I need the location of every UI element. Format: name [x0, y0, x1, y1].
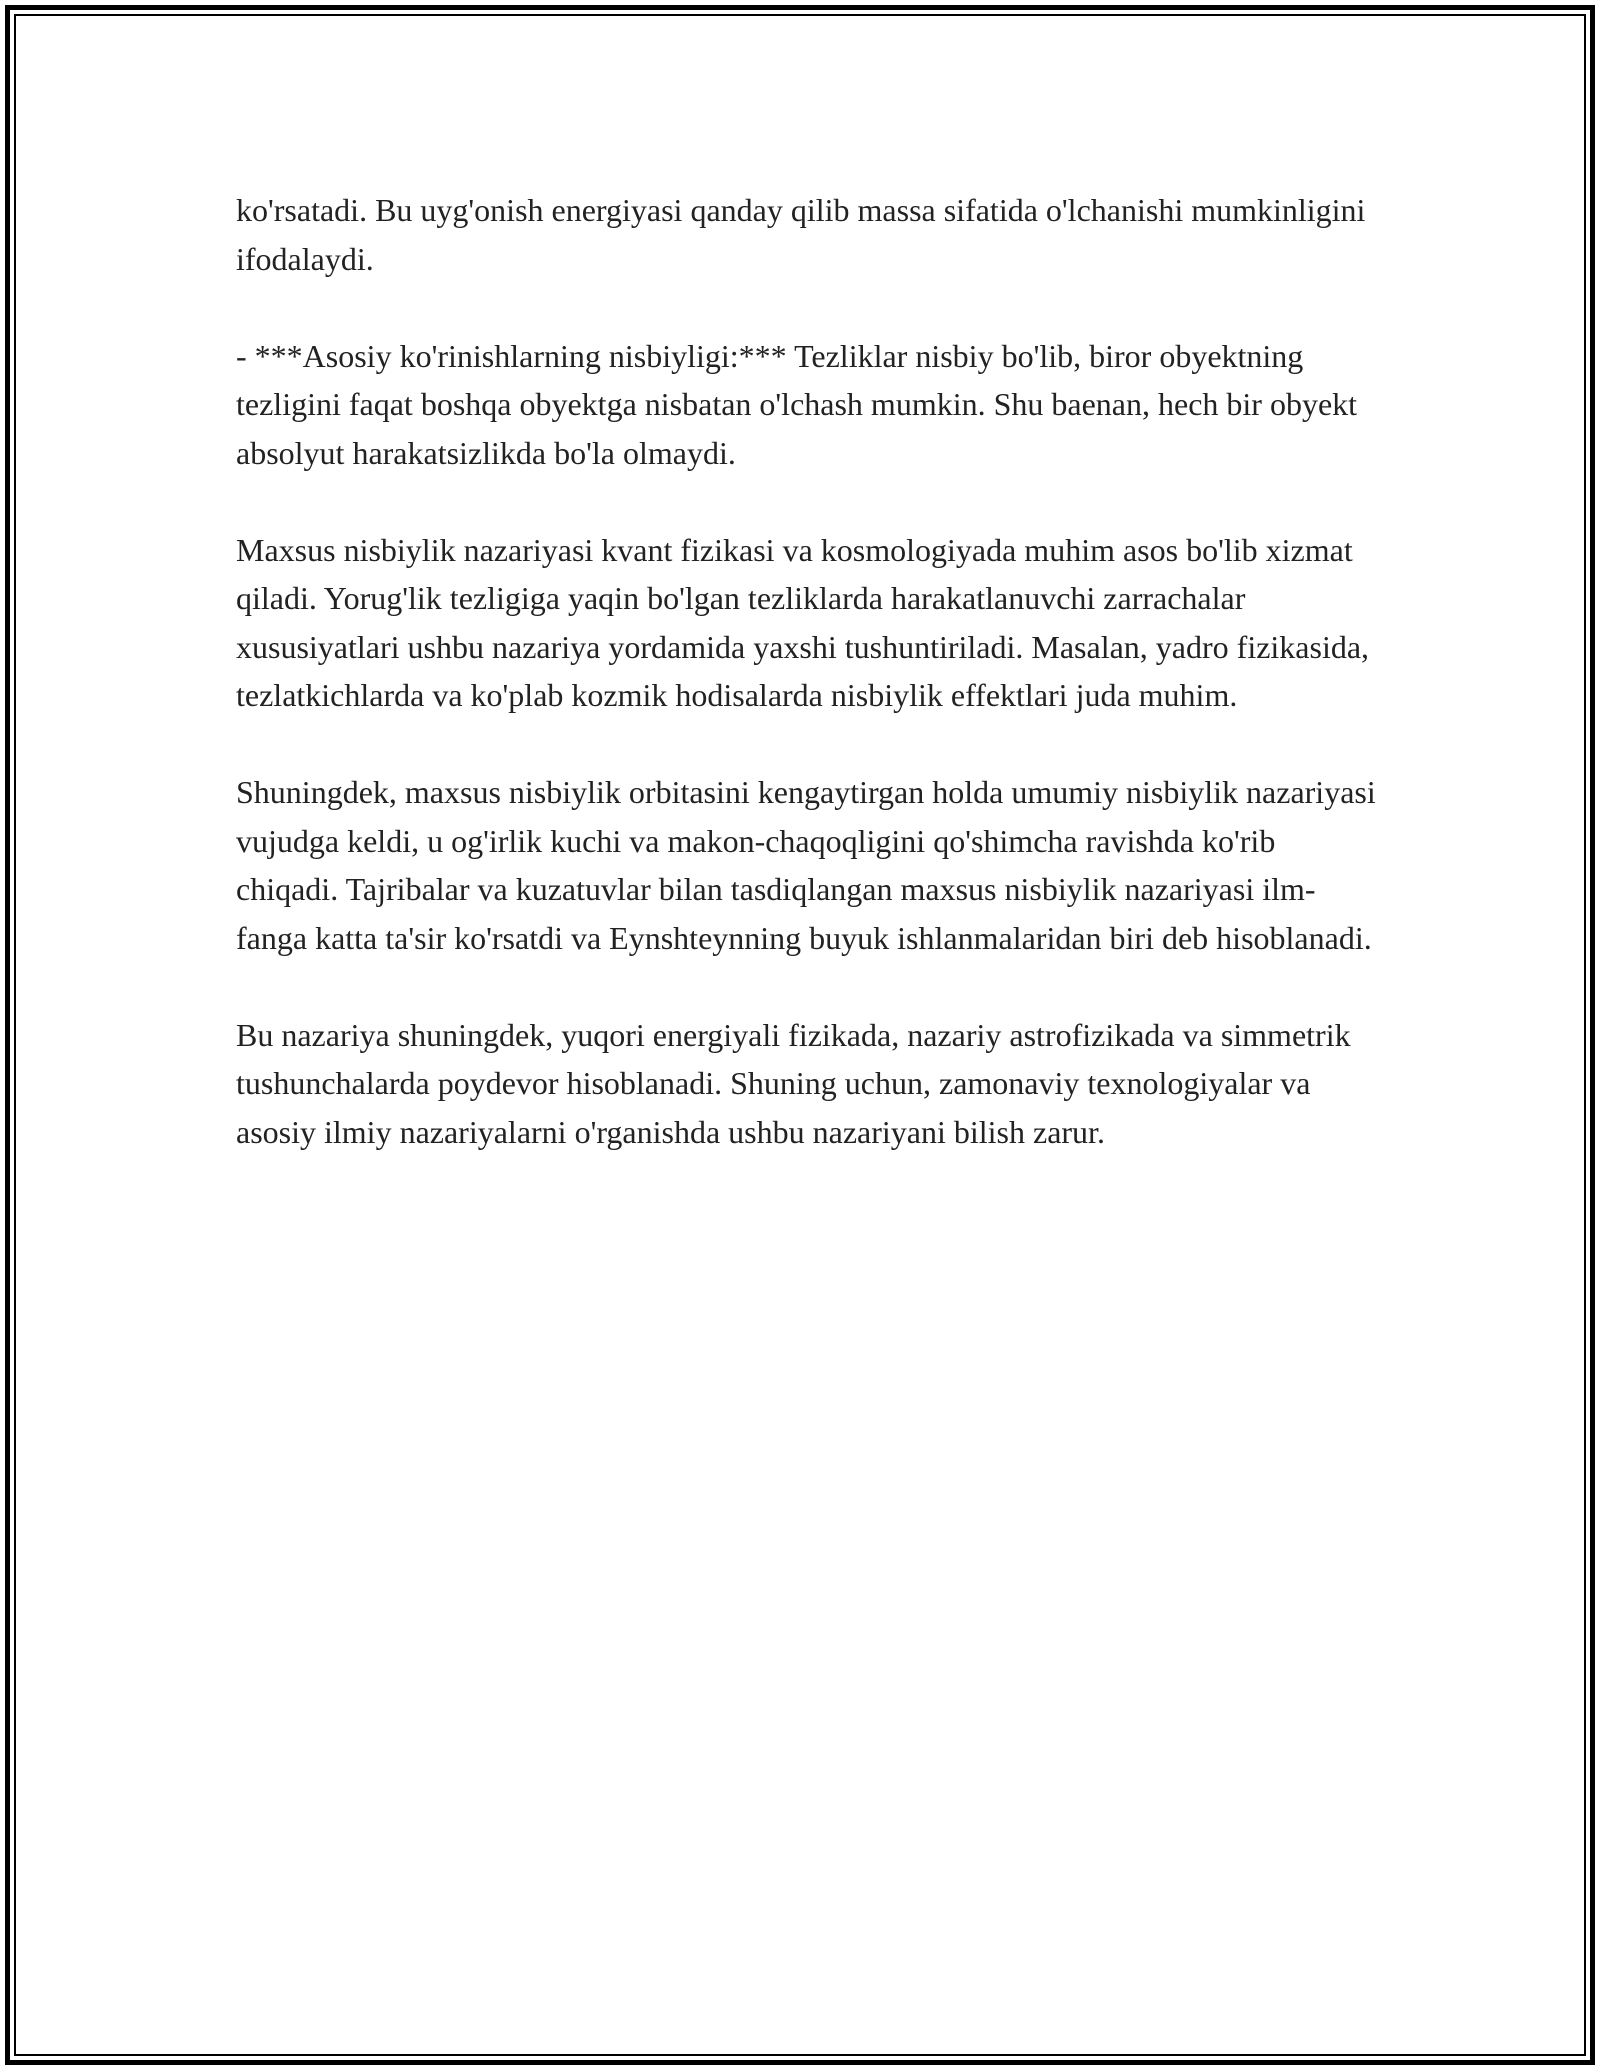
paragraph-2-list-item: - ***Asosiy ko'rinishlarning nisbiyligi:*** Tezliklar nisbiy bo'lib, biror obyektning tezligini faqat boshqa obyektga nisbatan o'lchash mumkin. Shu baenan, hech bir obyekt absolyut harakatsizlikda bo'la olmaydi. [236, 337, 1358, 471]
paragraph-1: ko'rsatadi. Bu uyg'onish energiyasi qanday qilib massa sifatida o'lchanishi mumkinligini ifodalaydi. [236, 192, 1366, 277]
paragraph-4: Shuningdek, maxsus nisbiylik orbitasini kengaytirgan holda umumiy nisbiylik nazariyasi vujudga keldi, u og'irlik kuchi va makon-chaqoqligini qo'shimcha ravishda ko'rib chiqadi. Tajribalar va kuzatuvlar bilan tasdiqlangan maxsus nisbiylik nazariyasi ilm-fanga katta ta'sir ko'rsatdi va Eynshteynning buyuk ishlanmalaridan biri deb hisoblanadi. [236, 774, 1376, 956]
document-body [236, 186, 1376, 1205]
paragraph-3: Maxsus nisbiylik nazariyasi kvant fizikasi va kosmologiyada muhim asos bo'lib xizmat qiladi. Yorug'lik tezligiga yaqin bo'lgan tezliklarda harakatlanuvchi zarrachalar xususiyatlari ushbu nazariya yordamida yaxshi tushuntiriladi. Masalan, yadro fizikasida, tezlatkichlarda va ko'plab kozmik hodisalarda nisbiylik effektlari juda muhim. [236, 531, 1370, 713]
paragraph-5: Bu nazariya shuningdek, yuqori energiyali fizikada, nazariy astrofizikada va simmetrik tushunchalarda poydevor hisoblanadi. Shuning uchun, zamonaviy texnologiyalar va asosiy ilmiy nazariyalarni o'rganishda ushbu nazariyani bilish zarur. [236, 1016, 1351, 1150]
